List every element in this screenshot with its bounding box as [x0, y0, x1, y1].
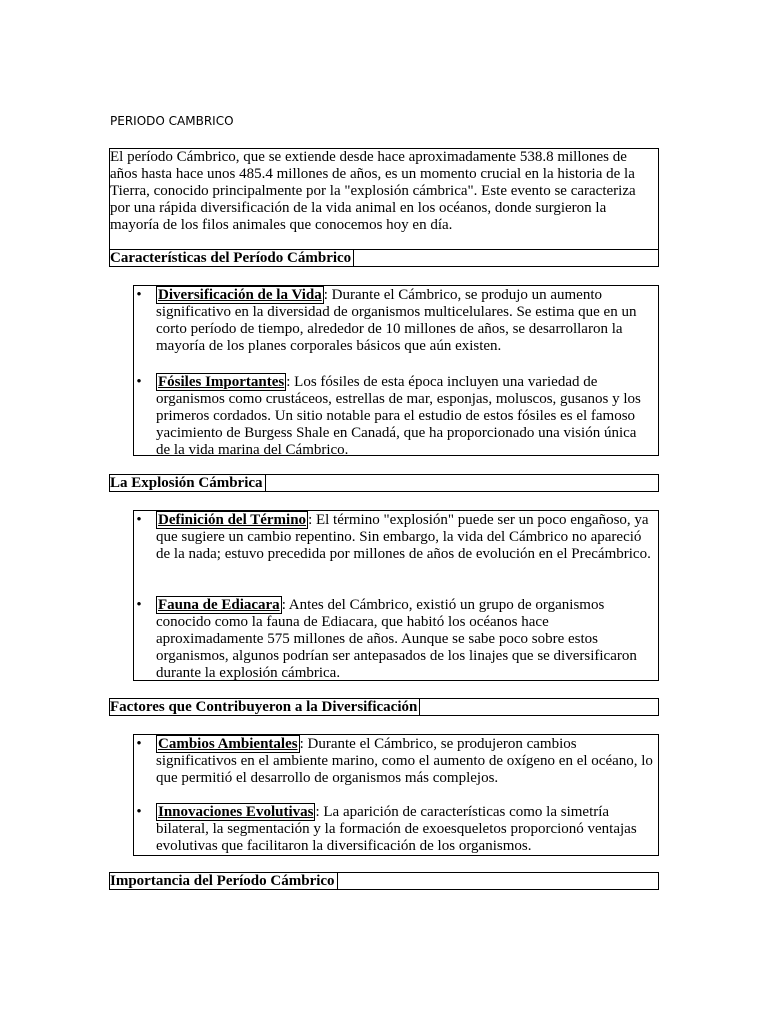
section-heading-row — [109, 698, 659, 716]
section-list — [133, 510, 659, 681]
section-heading-row — [109, 872, 659, 890]
item-text: : El término "explosión" puede ser un poco engañoso, ya que sugiere un cambio repentino. Sin embargo, la vida del Cámbrico no apareció de la nada; estuvo precedida por millones de años de evolución en el Precámbrico. — [156, 512, 651, 562]
section-heading-row — [109, 474, 659, 492]
item-term: Innovaciones Evolutivas — [158, 804, 314, 820]
bullet-icon: • — [136, 512, 142, 528]
item-term: Definición del Término — [158, 512, 307, 528]
bullet-icon: • — [136, 287, 142, 303]
item-term: Fauna de Ediacara — [158, 597, 280, 613]
item-text: : La aparición de características como la simetría bilateral, la segmentación y la formación de exoesqueletos proporcionó ventajas evolutivas que facilitaron la diversificación de los organismos. — [156, 804, 637, 854]
item-text: : Antes del Cámbrico, existió un grupo de organismos conocido como la fauna de Ediacara, que habitó los océanos hace aproximadamente 575 millones de años. Aunque se sabe poco sobre estos organismos, algunos podrían ser antepasados de los linajes que se diversificaron durante la explosión cámbrica. — [156, 597, 637, 681]
item-text: : Los fósiles de esta época incluyen una variedad de organismos como crustáceos, estrellas de mar, esponjas, moluscos, gusanos y los primeros cordados. Un sitio notable para el estudio de estos fósiles es el famoso yacimiento de Burgess Shale en Canadá, que ha proporcionado una visión única de la vida marina del Cámbrico. — [156, 374, 641, 458]
item-term: Fósiles Importantes — [158, 374, 285, 390]
section-list — [133, 285, 659, 456]
section-list — [133, 734, 659, 856]
bullet-icon: • — [136, 597, 142, 613]
list-item — [136, 512, 654, 563]
item-term: Diversificación de la Vida — [158, 287, 322, 303]
section-heading: La Explosión Cámbrica — [110, 475, 266, 491]
section-heading: Factores que Contribuyeron a la Diversificación — [110, 699, 420, 715]
section-heading: Importancia del Período Cámbrico — [110, 873, 338, 889]
intro-paragraph: El período Cámbrico, que se extiende desde hace aproximadamente 538.8 millones de años hasta hace unos 485.4 millones de años, es un momento crucial en la historia de la Tierra, conocido principalmente por la "explosión cámbrica". Este evento se caracteriza por una rápida diversificación de la vida animal en los océanos, donde surgieron la mayoría de los filos animales que conocemos hoy en día. — [110, 149, 636, 233]
bullet-icon: • — [136, 374, 142, 390]
bullet-icon: • — [136, 804, 142, 820]
item-term: Cambios Ambientales — [158, 736, 298, 752]
list-item — [136, 597, 654, 682]
list-item — [136, 374, 654, 459]
section-heading-row — [109, 249, 659, 267]
bullet-icon: • — [136, 736, 142, 752]
list-item — [136, 804, 654, 855]
item-text: : Durante el Cámbrico, se produjeron cambios significativos en el ambiente marino, como el aumento de oxígeno en el océano, lo que permitió el desarrollo de organismos más complejos. — [156, 736, 653, 786]
item-text: : Durante el Cámbrico, se produjo un aumento significativo en la diversidad de organismos multicelulares. Se estima que en un corto período de tiempo, alrededor de 10 millones de años, se desarrollaron la mayoría de los planes corporales básicos que aún existen. — [156, 287, 637, 354]
list-item — [136, 736, 654, 787]
list-item — [136, 287, 654, 355]
section-heading: Características del Período Cámbrico — [110, 250, 354, 266]
document-title: PERIODO CAMBRICO — [110, 114, 234, 128]
